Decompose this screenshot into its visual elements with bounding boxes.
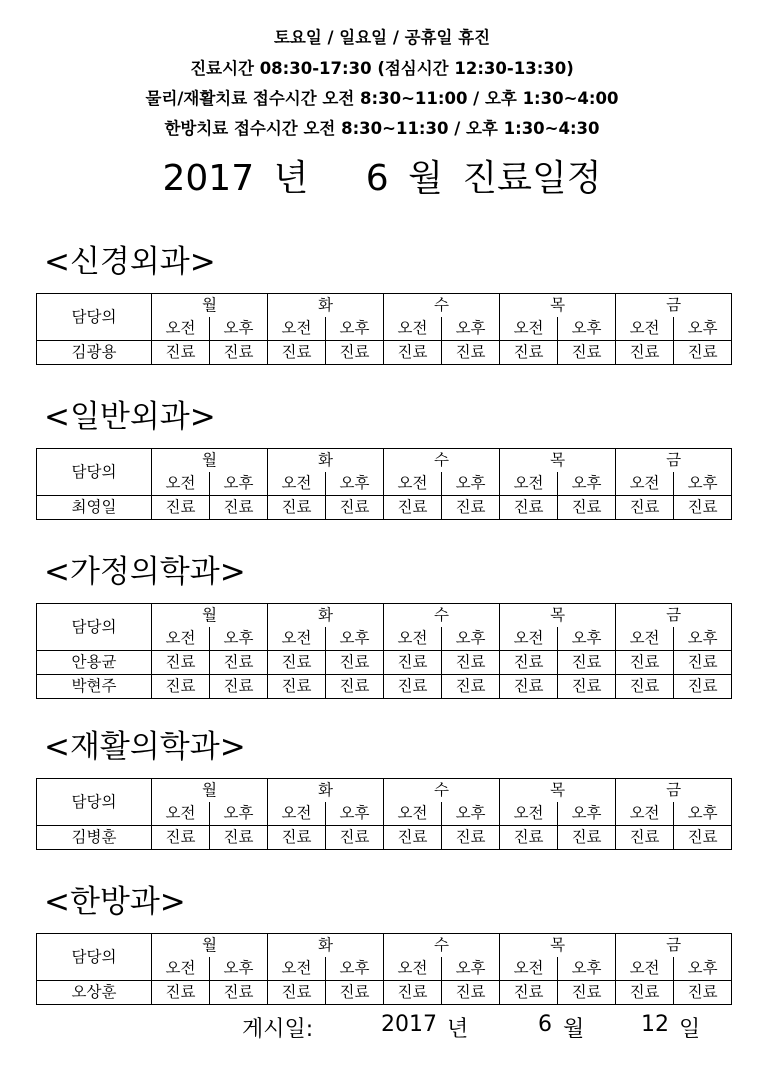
am-header: 오전: [500, 957, 558, 981]
pm-header: 오후: [558, 472, 616, 496]
day-header: 금: [616, 294, 732, 318]
pm-header: 오후: [674, 627, 732, 651]
slot-cell: 진료: [384, 826, 442, 850]
table-row: [37, 341, 732, 365]
slot-cell: 진료: [442, 651, 500, 675]
footer-year-unit: 년: [447, 1017, 469, 1042]
slot-cell: 진료: [152, 496, 210, 520]
pm-header: 오후: [326, 472, 384, 496]
page-title: [0, 150, 764, 201]
slot-cell: 진료: [616, 675, 674, 699]
slot-cell: 진료: [442, 826, 500, 850]
info-line-1: 토요일 / 일요일 / 공휴일 휴진: [273, 28, 491, 47]
department-title: <재활의학과>: [44, 729, 246, 765]
table-header-row: [37, 604, 732, 628]
slot-cell: 진료: [442, 496, 500, 520]
table-row: [37, 496, 732, 520]
pm-header: 오후: [558, 802, 616, 826]
am-header: 오전: [384, 317, 442, 341]
day-header: 수: [384, 934, 500, 958]
info-line-2: 진료시간 08:30-17:30 (점심시간 12:30-13:30): [190, 59, 574, 78]
doctor-header: 담당의: [37, 934, 152, 981]
table-header-row: [37, 449, 732, 473]
slot-cell: 진료: [210, 496, 268, 520]
doctor-header: 담당의: [37, 779, 152, 826]
pm-header: 오후: [326, 802, 384, 826]
slot-cell: 진료: [558, 826, 616, 850]
pm-header: 오후: [326, 627, 384, 651]
am-header: 오전: [384, 957, 442, 981]
day-header: 월: [152, 294, 268, 318]
day-header: 목: [500, 449, 616, 473]
am-header: 오전: [268, 957, 326, 981]
day-header: 목: [500, 779, 616, 803]
am-header: 오전: [384, 472, 442, 496]
slot-cell: 진료: [500, 826, 558, 850]
info-line-4: 한방치료 접수시간 오전 8:30~11:30 / 오후 1:30~4:30: [164, 119, 600, 138]
pm-header: 오후: [442, 317, 500, 341]
department-title: <가정의학과>: [44, 554, 246, 590]
am-header: 오전: [152, 317, 210, 341]
schedule-table: [36, 448, 732, 520]
slot-cell: 진료: [326, 651, 384, 675]
doctor-name: 최영일: [37, 496, 152, 520]
day-header: 월: [152, 934, 268, 958]
slot-cell: 진료: [152, 981, 210, 1005]
am-header: 오전: [268, 317, 326, 341]
slot-cell: 진료: [152, 341, 210, 365]
slot-cell: 진료: [558, 651, 616, 675]
slot-cell: 진료: [558, 981, 616, 1005]
slot-cell: 진료: [384, 651, 442, 675]
am-header: 오전: [616, 957, 674, 981]
am-header: 오전: [500, 627, 558, 651]
pm-header: 오후: [558, 627, 616, 651]
department-title: <신경외과>: [44, 244, 216, 280]
slot-cell: 진료: [674, 341, 732, 365]
am-header: 오전: [616, 802, 674, 826]
pm-header: 오후: [674, 472, 732, 496]
slot-cell: 진료: [384, 341, 442, 365]
footer-month: 6: [538, 1012, 552, 1037]
pm-header: 오후: [558, 317, 616, 341]
slot-cell: 진료: [616, 981, 674, 1005]
day-header: 금: [616, 779, 732, 803]
day-header: 월: [152, 449, 268, 473]
footer-label: 게시일:: [242, 1017, 314, 1042]
slot-cell: 진료: [152, 826, 210, 850]
pm-header: 오후: [210, 802, 268, 826]
pm-header: 오후: [674, 317, 732, 341]
slot-cell: 진료: [616, 496, 674, 520]
am-header: 오전: [152, 802, 210, 826]
footer-year: 2017: [381, 1012, 437, 1037]
day-header: 화: [268, 934, 384, 958]
slot-cell: 진료: [384, 496, 442, 520]
title-text: 진료일정: [462, 158, 602, 199]
slot-cell: 진료: [674, 826, 732, 850]
pm-header: 오후: [674, 802, 732, 826]
slot-cell: 진료: [210, 826, 268, 850]
slot-cell: 진료: [616, 651, 674, 675]
schedule-table: [36, 603, 732, 699]
slot-cell: 진료: [326, 341, 384, 365]
title-month: 6: [365, 158, 389, 199]
slot-cell: 진료: [558, 496, 616, 520]
day-header: 목: [500, 934, 616, 958]
pm-header: 오후: [674, 957, 732, 981]
slot-cell: 진료: [210, 341, 268, 365]
slot-cell: 진료: [268, 496, 326, 520]
am-header: 오전: [500, 317, 558, 341]
slot-cell: 진료: [500, 675, 558, 699]
slot-cell: 진료: [442, 981, 500, 1005]
title-month-unit: 월: [408, 158, 443, 199]
slot-cell: 진료: [384, 675, 442, 699]
slot-cell: 진료: [674, 651, 732, 675]
am-header: 오전: [616, 317, 674, 341]
doctor-header: 담당의: [37, 449, 152, 496]
title-year-unit: 년: [273, 158, 309, 199]
doctor-name: 오상훈: [37, 981, 152, 1005]
table-row: [37, 651, 732, 675]
day-header: 목: [500, 604, 616, 628]
schedule-table: [36, 933, 732, 1005]
am-header: 오전: [268, 472, 326, 496]
slot-cell: 진료: [616, 341, 674, 365]
am-header: 오전: [384, 627, 442, 651]
slot-cell: 진료: [500, 341, 558, 365]
slot-cell: 진료: [268, 826, 326, 850]
day-header: 화: [268, 779, 384, 803]
pm-header: 오후: [558, 957, 616, 981]
pm-header: 오후: [210, 627, 268, 651]
slot-cell: 진료: [326, 675, 384, 699]
doctor-name: 김광용: [37, 341, 152, 365]
slot-cell: 진료: [268, 981, 326, 1005]
slot-cell: 진료: [500, 981, 558, 1005]
am-header: 오전: [500, 472, 558, 496]
am-header: 오전: [152, 627, 210, 651]
slot-cell: 진료: [152, 675, 210, 699]
slot-cell: 진료: [500, 496, 558, 520]
am-header: 오전: [268, 802, 326, 826]
slot-cell: 진료: [210, 981, 268, 1005]
slot-cell: 진료: [152, 651, 210, 675]
pm-header: 오후: [442, 802, 500, 826]
slot-cell: 진료: [326, 981, 384, 1005]
table-row: [37, 981, 732, 1005]
info-line-3: 물리/재활치료 접수시간 오전 8:30~11:00 / 오후 1:30~4:00: [145, 89, 619, 108]
table-row: [37, 675, 732, 699]
day-header: 월: [152, 779, 268, 803]
doctor-header: 담당의: [37, 604, 152, 651]
pm-header: 오후: [442, 957, 500, 981]
slot-cell: 진료: [616, 826, 674, 850]
am-header: 오전: [616, 472, 674, 496]
pm-header: 오후: [210, 472, 268, 496]
day-header: 금: [616, 934, 732, 958]
day-header: 화: [268, 449, 384, 473]
day-header: 수: [384, 294, 500, 318]
department-title: <일반외과>: [44, 399, 216, 435]
pm-header: 오후: [442, 472, 500, 496]
slot-cell: 진료: [674, 496, 732, 520]
footer-day: 12: [641, 1012, 669, 1037]
title-year: 2017: [162, 158, 255, 199]
schedule-table: [36, 293, 732, 365]
table-header-row: [37, 934, 732, 958]
slot-cell: 진료: [326, 826, 384, 850]
slot-cell: 진료: [674, 981, 732, 1005]
slot-cell: 진료: [326, 496, 384, 520]
footer-day-unit: 일: [679, 1017, 701, 1042]
day-header: 화: [268, 604, 384, 628]
day-header: 목: [500, 294, 616, 318]
table-row: [37, 826, 732, 850]
schedule-table: [36, 778, 732, 850]
pm-header: 오후: [210, 317, 268, 341]
day-header: 월: [152, 604, 268, 628]
doctor-name: 안용균: [37, 651, 152, 675]
slot-cell: 진료: [210, 651, 268, 675]
slot-cell: 진료: [558, 675, 616, 699]
day-header: 금: [616, 604, 732, 628]
pm-header: 오후: [442, 627, 500, 651]
slot-cell: 진료: [558, 341, 616, 365]
doctor-name: 박현주: [37, 675, 152, 699]
day-header: 수: [384, 449, 500, 473]
day-header: 수: [384, 604, 500, 628]
am-header: 오전: [152, 472, 210, 496]
slot-cell: 진료: [268, 341, 326, 365]
doctor-name: 김병훈: [37, 826, 152, 850]
am-header: 오전: [268, 627, 326, 651]
slot-cell: 진료: [442, 675, 500, 699]
pm-header: 오후: [326, 957, 384, 981]
am-header: 오전: [616, 627, 674, 651]
slot-cell: 진료: [674, 675, 732, 699]
pm-header: 오후: [210, 957, 268, 981]
day-header: 금: [616, 449, 732, 473]
am-header: 오전: [384, 802, 442, 826]
slot-cell: 진료: [268, 651, 326, 675]
day-header: 화: [268, 294, 384, 318]
doctor-header: 담당의: [37, 294, 152, 341]
department-title: <한방과>: [44, 884, 186, 920]
am-header: 오전: [152, 957, 210, 981]
day-header: 수: [384, 779, 500, 803]
table-header-row: [37, 294, 732, 318]
am-header: 오전: [500, 802, 558, 826]
table-header-row: [37, 779, 732, 803]
slot-cell: 진료: [442, 341, 500, 365]
pm-header: 오후: [326, 317, 384, 341]
slot-cell: 진료: [384, 981, 442, 1005]
slot-cell: 진료: [500, 651, 558, 675]
slot-cell: 진료: [210, 675, 268, 699]
slot-cell: 진료: [268, 675, 326, 699]
footer-month-unit: 월: [563, 1017, 585, 1042]
